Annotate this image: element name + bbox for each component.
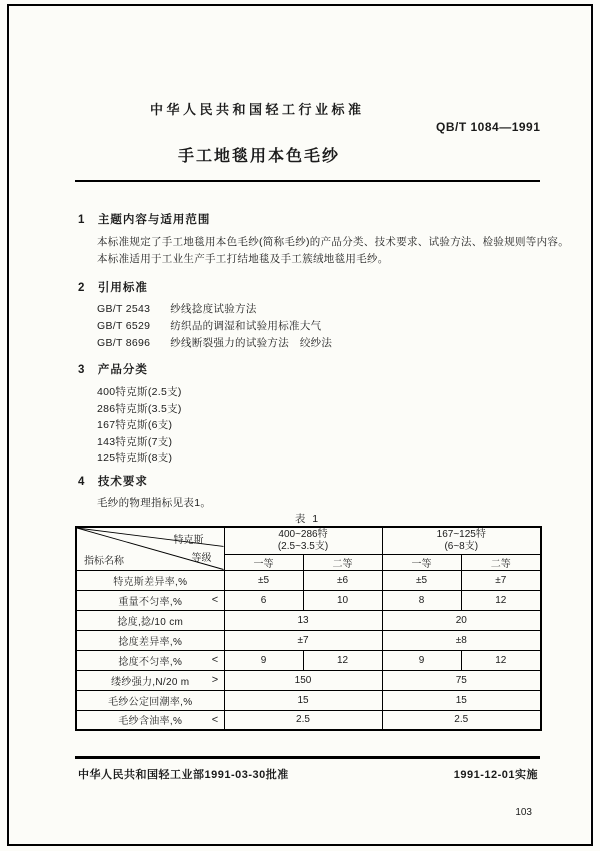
value-cell: ±5 (382, 570, 461, 590)
row-label-cell (76, 570, 224, 590)
value-cell: 20 (382, 610, 541, 630)
row-label: 捻度不匀率,% (118, 656, 183, 668)
value-cell: 2.5 (382, 710, 541, 730)
value-cell: 13 (224, 610, 382, 630)
value-cell: 12 (303, 650, 382, 670)
classification-item: 143特克斯(7支) (97, 436, 173, 448)
table-header-row-1 (76, 527, 541, 554)
corner-label-grade: 等级 (191, 553, 212, 564)
grade-header-cell: 二等 (461, 554, 541, 570)
section-1-heading: 1 主题内容与适用范围 (78, 214, 211, 226)
value-cell: 9 (382, 650, 461, 670)
row-label-cell (76, 630, 224, 650)
row-label: 毛纱公定回潮率,% (108, 696, 193, 708)
reference-item (97, 301, 257, 316)
reference-item (97, 318, 321, 333)
table-row (76, 650, 541, 670)
value-cell: 8 (382, 590, 461, 610)
table-caption: 表 1 (294, 513, 321, 525)
grade-header-cell: 一等 (382, 554, 461, 570)
row-label-cell (76, 710, 224, 730)
row-operator: < (211, 594, 219, 606)
table-row (76, 670, 541, 690)
reference-code: GB/T 2543 (97, 303, 151, 315)
standard-type-label: 中华人民共和国轻工行业标准 (150, 102, 365, 117)
row-operator: < (211, 713, 219, 726)
row-label: 毛纱含油率,% (118, 716, 183, 728)
reference-item (97, 335, 332, 350)
row-label-cell (76, 610, 224, 630)
standard-number: QB/T 1084—1991 (436, 120, 541, 134)
footer-divider (75, 756, 540, 759)
reference-name: 纱线断裂强力的试验方法 绞纱法 (170, 337, 333, 349)
row-label-cell (76, 670, 224, 690)
reference-code: GB/T 8696 (97, 337, 151, 349)
section-2-heading: 2 引用标准 (78, 282, 148, 294)
table-row (76, 690, 541, 710)
classification-item: 286特克斯(3.5支) (97, 403, 182, 415)
section-3-heading: 3 产品分类 (78, 364, 148, 376)
column-group-sub: (6~8支) (444, 540, 479, 552)
diagonal-header-cell (76, 527, 224, 570)
reference-code: GB/T 6529 (97, 320, 151, 332)
grade-header-cell: 二等 (303, 554, 382, 570)
row-label: 特克斯差异率,% (113, 576, 188, 588)
row-label: 重量不匀率,% (118, 596, 183, 608)
row-label: 捻度差异率,% (118, 636, 183, 648)
classification-item: 167特克斯(6支) (97, 419, 173, 431)
corner-label-tex: 特克斯 (173, 535, 204, 546)
reference-name: 纱线捻度试验方法 (170, 303, 257, 315)
page-number: 103 (515, 807, 532, 818)
value-cell: ±7 (461, 570, 541, 590)
value-cell: 150 (224, 670, 382, 690)
value-cell: 75 (382, 670, 541, 690)
value-cell: 10 (303, 590, 382, 610)
table-row (76, 710, 541, 730)
document-title: 手工地毯用本色毛纱 (178, 148, 341, 165)
value-cell: 12 (461, 590, 541, 610)
row-label-cell (76, 590, 224, 610)
row-operator: > (211, 674, 219, 686)
value-cell: ±8 (382, 630, 541, 650)
row-label-cell (76, 690, 224, 710)
classification-item: 400特克斯(2.5支) (97, 386, 182, 398)
value-cell: 12 (461, 650, 541, 670)
value-cell: 6 (224, 590, 303, 610)
reference-name: 纺织品的调湿和试验用标准大气 (170, 320, 322, 332)
table-row (76, 630, 541, 650)
row-label: 缕纱强力,N/20 m (111, 676, 190, 688)
value-cell: ±7 (224, 630, 382, 650)
column-group-label: 400~286特 (278, 528, 328, 540)
section-4-paragraph-1: 毛纱的物理指标见表1。 (97, 497, 212, 509)
row-operator: < (211, 654, 219, 666)
section-1-paragraph-1: 本标准规定了手工地毯用本色毛纱(简称毛纱)的产品分类、技术要求、试验方法、检验规则等内容。 (97, 236, 569, 248)
value-cell: 15 (224, 690, 382, 710)
row-label-cell (76, 650, 224, 670)
section-1-paragraph-2: 本标准适用于工业生产手工打结地毯及手工簇绒地毯用毛纱。 (97, 253, 389, 265)
column-group-sub: (2.5~3.5支) (277, 540, 329, 552)
column-group-header (382, 527, 541, 554)
column-group-header (224, 527, 382, 554)
implementation-date: 1991-12-01实施 (453, 769, 538, 781)
value-cell: 15 (382, 690, 541, 710)
table-row (76, 610, 541, 630)
spec-table (75, 526, 542, 731)
column-group-label: 167~125特 (436, 528, 486, 540)
value-cell: ±6 (303, 570, 382, 590)
value-cell: 9 (224, 650, 303, 670)
table-row (76, 590, 541, 610)
title-divider (75, 180, 540, 182)
row-label: 捻度,捻/10 cm (117, 616, 184, 628)
classification-item: 125特克斯(8支) (97, 452, 173, 464)
value-cell: ±5 (224, 570, 303, 590)
section-4-heading: 4 技术要求 (78, 476, 148, 488)
table-row (76, 570, 541, 590)
approval-statement: 中华人民共和国轻工业部1991-03-30批准 (78, 769, 289, 781)
value-cell: 2.5 (224, 710, 382, 730)
corner-label-indicator: 指标名称 (84, 555, 124, 567)
grade-header-cell: 一等 (224, 554, 303, 570)
